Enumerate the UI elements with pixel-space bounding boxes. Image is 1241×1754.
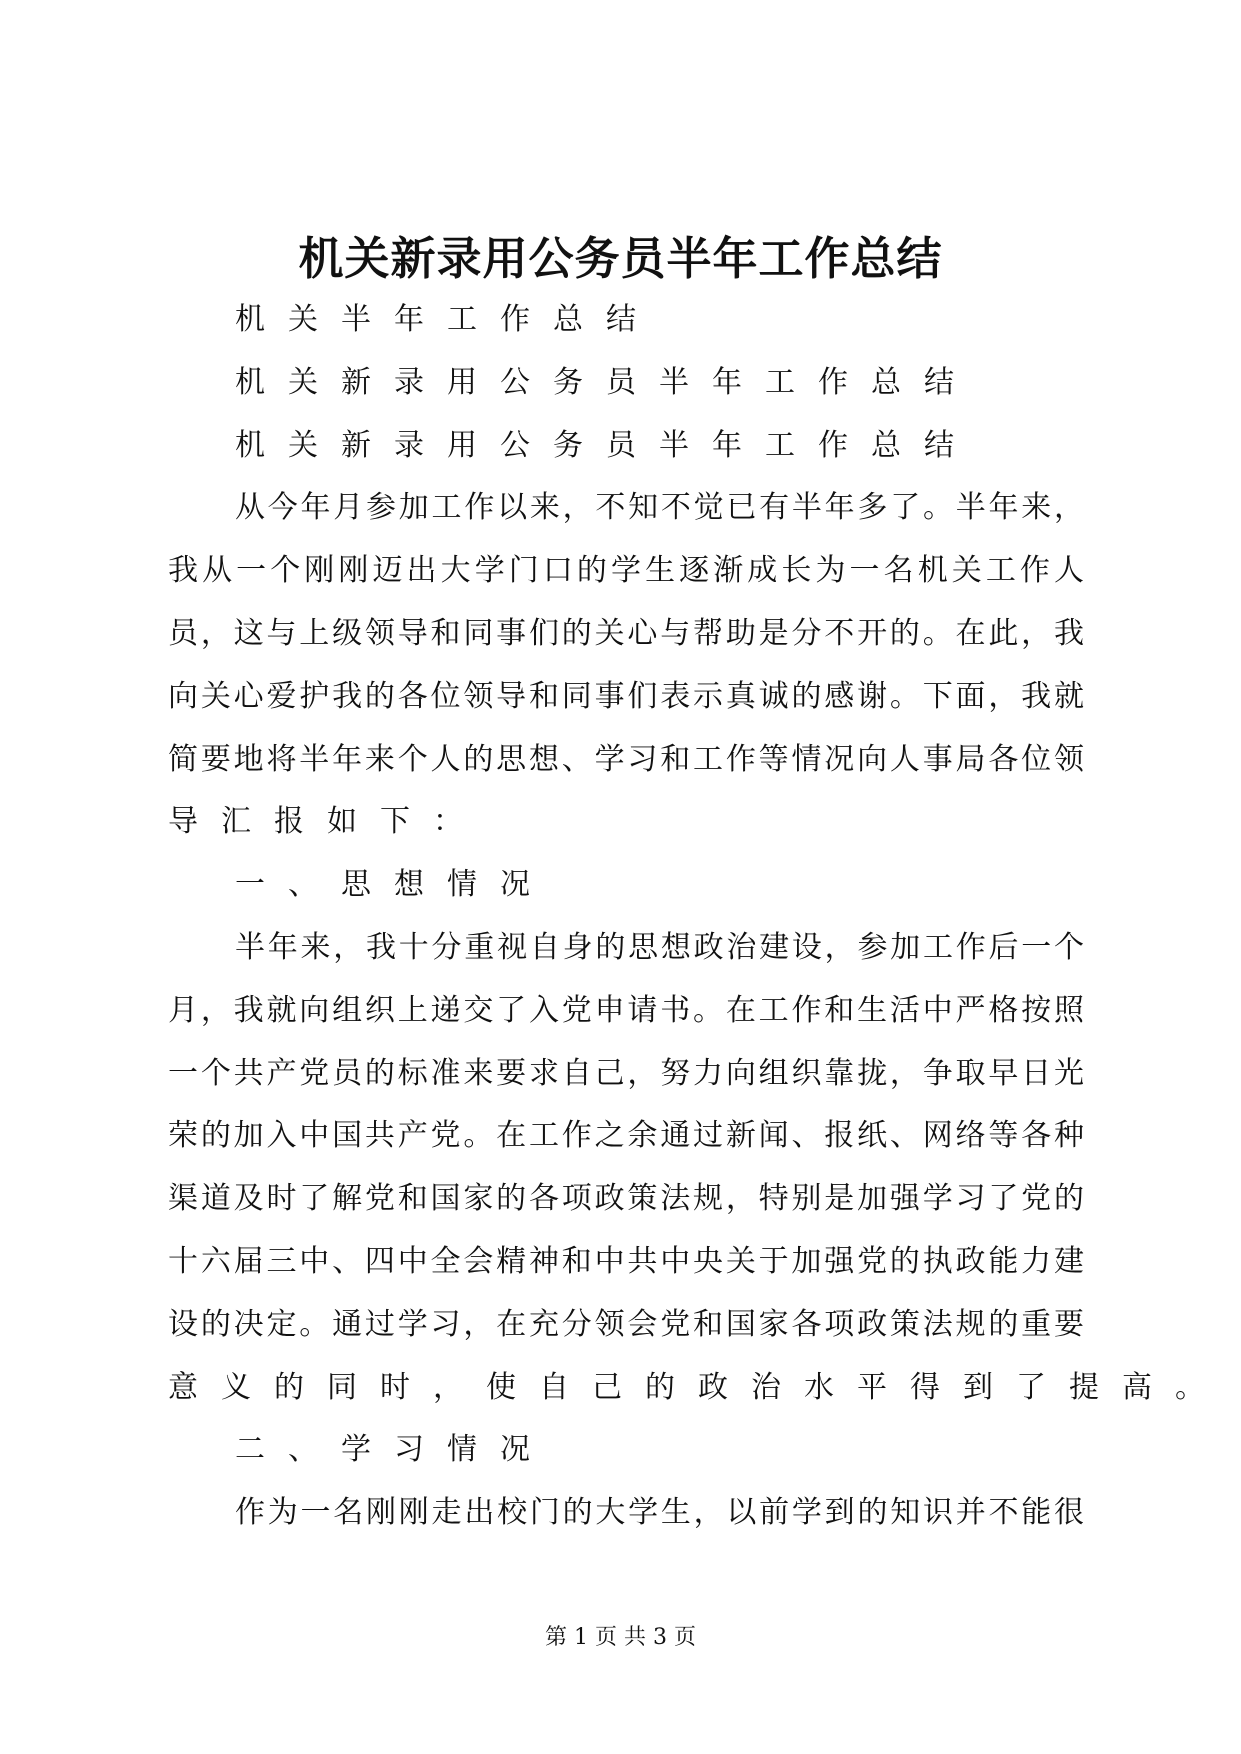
document-body (168, 289, 1228, 1545)
text-line: 向关心爱护我的各位领导和同事们表示真诚的感谢。下面，我就 (168, 678, 1084, 714)
document-title: 机关新录用公务员半年工作总结 (298, 232, 943, 285)
page-footer: 第 1 页 共 3 页 (545, 1625, 696, 1650)
text-line: 机关新录用公务员半年工作总结 (235, 364, 977, 400)
text-line: 员，这与上级领导和同事们的关心与帮助是分不开的。在此，我 (168, 615, 1084, 651)
text-line: 意义的同时，使自己的政治水平得到了提高。 (168, 1369, 1228, 1405)
text-line: 一个共产党员的标准来要求自己，努力向组织靠拢，争取早日光 (168, 1055, 1084, 1091)
text-line: 机关半年工作总结 (235, 302, 659, 337)
text-line: 渠道及时了解党和国家的各项政策法规，特别是加强学习了党的 (168, 1181, 1084, 1217)
text-line: 半年来，我十分重视自身的思想政治建设，参加工作后一个 (235, 929, 1084, 965)
text-line: 十六届三中、四中全会精神和中共中央关于加强党的执政能力建 (168, 1243, 1084, 1279)
text-line: 月，我就向组织上递交了入党申请书。在工作和生活中严格按照 (168, 992, 1084, 1028)
text-line: 作为一名刚刚走出校门的大学生，以前学到的知识并不能很 (235, 1495, 1084, 1531)
text-line: 导汇报如下： (168, 804, 486, 840)
text-line: 简要地将半年来个人的思想、学习和工作等情况向人事局各位领 (168, 741, 1084, 777)
text-line: 机关新录用公务员半年工作总结 (235, 427, 977, 463)
text-line: 二、学习情况 (235, 1432, 553, 1468)
text-line: 我从一个刚刚迈出大学门口的学生逐渐成长为一名机关工作人 (168, 553, 1084, 589)
text-line: 一、思想情况 (235, 867, 553, 903)
text-line: 从今年月参加工作以来，不知不觉已有半年多了。半年来， (235, 490, 1084, 526)
text-line: 荣的加入中国共产党。在工作之余通过新闻、报纸、网络等各种 (168, 1118, 1084, 1154)
text-line: 设的决定。通过学习，在充分领会党和国家各项政策法规的重要 (168, 1306, 1084, 1342)
